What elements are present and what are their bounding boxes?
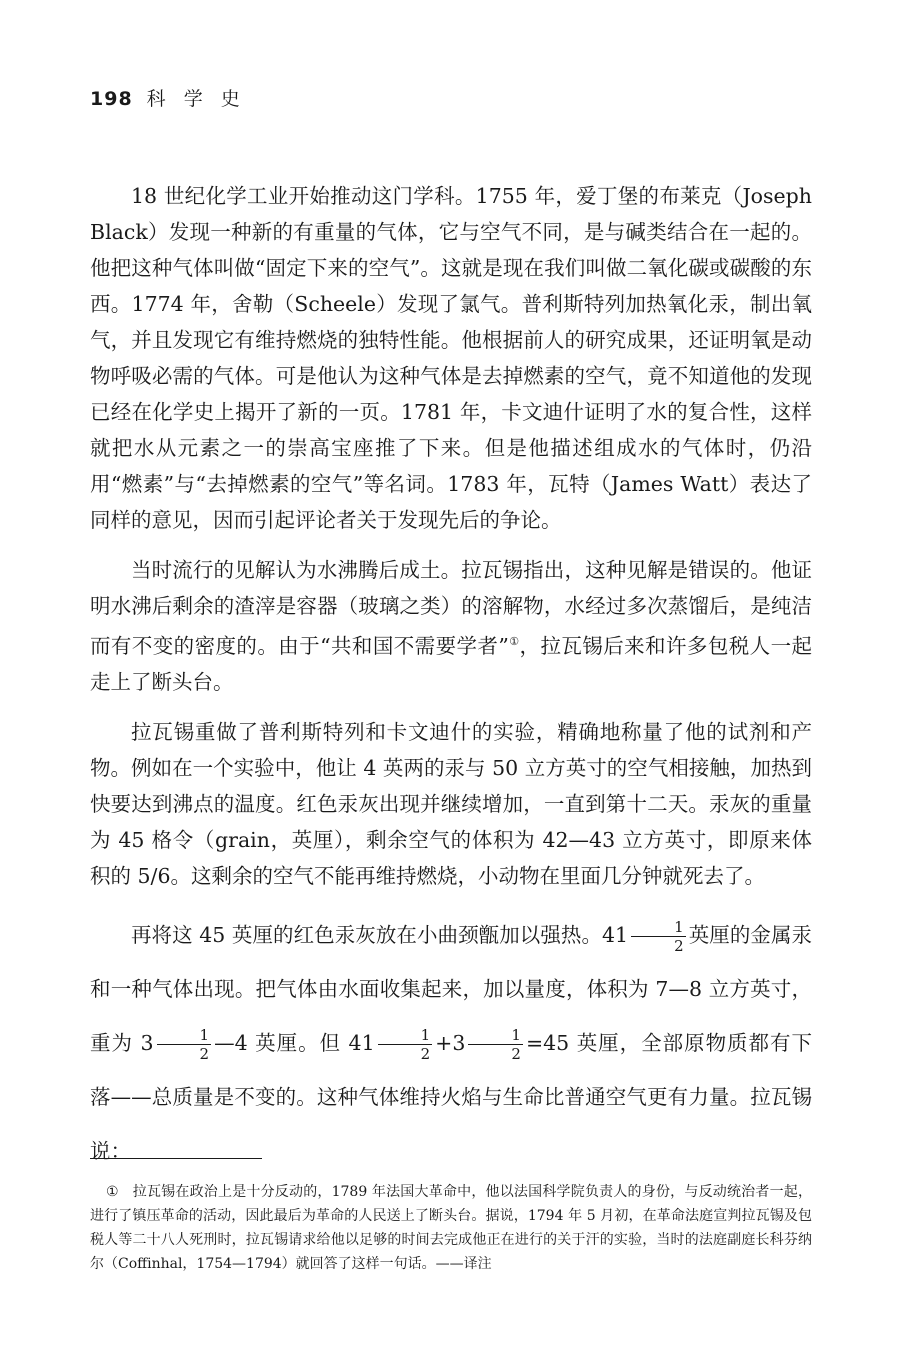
fraction-numerator: 1 [157, 1026, 212, 1045]
paragraph-4-text-5: =45 英厘，全部原物质都有下落——总质量是不变的。这种气体维持火焰与生命比普通空气更有力量。拉瓦锡说： [90, 1030, 813, 1163]
fraction-half [468, 1026, 523, 1063]
footnote-text: 拉瓦锡在政治上是十分反动的，1789 年法国大革命中，他以法国科学院负责人的身份，与反动统治者一起，进行了镇压革命的活动，因此最后为革命的人民送上了断头台。据说，1794 年 5 月初，在革命法庭宣判拉瓦锡及包税人等二十八人死刑时，拉瓦锡请求给他以足够的时间去完成他正在进行的关于汗的实验，当时的法庭副庭长科芬纳尔（Coffinhal，1754—1794）就回答了这样一句话。——译注 [90, 1184, 812, 1272]
paragraph-2-text-b: ，拉瓦锡后来和许多包税人一起走上了断头台。 [90, 633, 812, 694]
fraction-numerator: 1 [631, 918, 686, 937]
fraction-half [631, 918, 686, 955]
paragraph-4-text-2: 英厘的金属汞和一种气体出现。把气体由水面收集起来，加以量度，体积为 7—8 立方英寸，重为 3 [90, 922, 813, 1055]
fraction-denominator: 2 [199, 1044, 210, 1063]
running-header [90, 84, 246, 111]
fraction-half [157, 1026, 212, 1063]
page-number: 198 [90, 88, 133, 110]
paragraph-4-text-1: 再将这 45 英厘的红色汞灰放在小曲颈甑加以强热。41 [131, 922, 629, 947]
footnote [90, 1180, 812, 1276]
paragraph-2 [90, 552, 812, 700]
footnote-mark: ① [106, 1184, 119, 1200]
fraction-denominator: 2 [674, 936, 684, 955]
paragraph-3: 拉瓦锡重做了普利斯特列和卡文迪什的实验，精确地称量了他的试剂和产物。例如在一个实验中，他让 4 英两的汞与 50 立方英寸的空气相接触，加热到快要达到沸点的温度。红色汞灰出现并继续增加，一直到第十二天。汞灰的重量为 45 格令（grain，英厘），剩余空气的体积为 42—43 立方英寸，即原来体积的 5/6。这剩余的空气不能再维持燃烧，小动物在里面几分钟就死去了。 [90, 719, 812, 888]
fraction-denominator: 2 [511, 1044, 521, 1063]
footnote-separator [90, 1158, 262, 1159]
fraction-numerator: 1 [378, 1026, 433, 1045]
paragraph-1: 18 世纪化学工业开始推动这门学科。1755 年，爱丁堡的布莱克（Joseph Black）发现一种新的有重量的气体，它与空气不同，是与碱类结合在一起的。他把这种气体叫做“固定下来的空气”。这就是现在我们叫做二氧化碳或碳酸的东西。1774 年，舍勒（Scheele）发现了氯气。普利斯特列加热氧化汞，制出氧气，并且发现它有维持燃烧的独特性能。他根据前人的研究成果，还证明氧是动物呼吸必需的气体。可是他认为这种气体是去掉燃素的空气，竟不知道他的发现已经在化学史上揭开了新的一页。1781 年，卡文迪什证明了水的复合性，这样就把水从元素之一的崇高宝座推了下来。但是他描述组成水的气体时，仍沿用“燃素”与“去掉燃素的空气”等名词。1783 年，瓦特（James Watt）表达了同样的意见，因而引起评论者关于发现先后的争论。 [90, 184, 812, 532]
footnote-reference[interactable]: ① [508, 635, 520, 648]
paragraph-4-text-3: —4 英厘。但 41 [214, 1030, 375, 1055]
paragraph-4-text-4: +3 [435, 1030, 466, 1055]
main-text [90, 178, 812, 1192]
book-title: 科 学 史 [146, 88, 246, 110]
fraction-denominator: 2 [420, 1044, 431, 1063]
fraction-half [378, 1026, 433, 1063]
fraction-numerator: 1 [468, 1026, 523, 1045]
paragraph-2-text-a: 当时流行的见解认为水沸腾后成土。拉瓦锡指出，这种见解是错误的。他证明水沸后剩余的渣滓是容器（玻璃之类）的溶解物，水经过多次蒸馏后，是纯洁而有不变的密度的。由于“共和国不需要学者” [90, 558, 812, 658]
paragraph-4 [90, 908, 812, 1178]
